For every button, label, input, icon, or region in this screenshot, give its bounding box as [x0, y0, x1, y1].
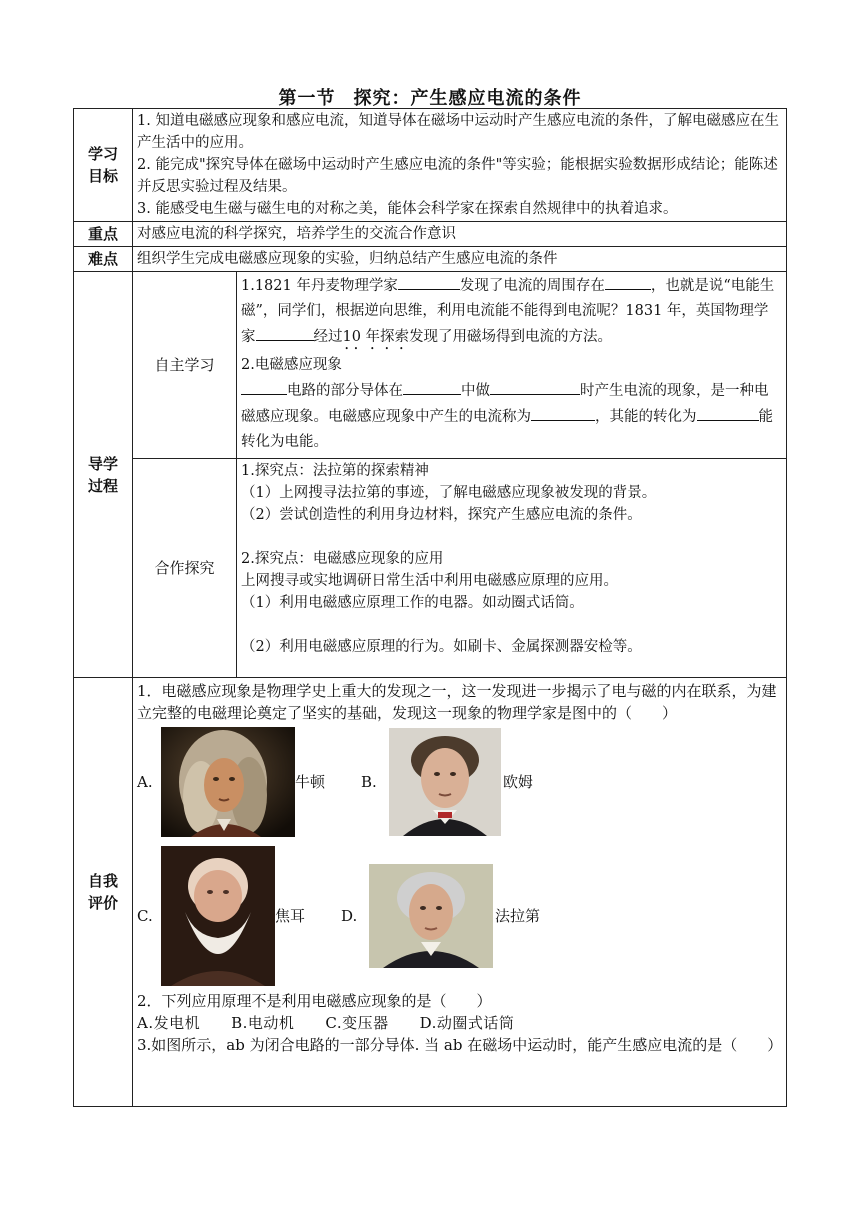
difficulty-content: 组织学生完成电磁感应现象的实验，归纳总结产生感应电流的条件 — [133, 247, 787, 272]
self-eval-label: 自我评价 — [74, 678, 133, 1107]
option-name-b: 欧姆 — [503, 773, 534, 791]
cooperative-content — [237, 459, 787, 678]
explore-item: （2）尝试创造性的利用身边材料，探究产生感应电流的条件。 — [241, 507, 642, 523]
explore-item: （1）利用电磁感应原理工作的电器。如动圈式话筒。 — [241, 595, 584, 611]
option-name-a: 牛顿 — [295, 773, 326, 791]
objective-item: 2. 能完成"探究导体在磁场中运动时产生感应电流的条件"等实验；能根据实验数据形成结论；能陈述并反思实验过程及结果。 — [137, 157, 778, 195]
question-1: 1．电磁感应现象是物理学史上重大的发现之一，这一发现进一步揭示了电与磁的内在联系，为建立完整的电磁理论奠定了坚实的基础，发现这一现象的物理学家是图中的（ ） — [137, 682, 777, 722]
guide-label: 导学过程 — [74, 272, 133, 678]
answer-blank[interactable] — [697, 404, 759, 421]
option-letter-d: D. — [341, 907, 358, 925]
self-eval-content — [133, 678, 787, 1107]
explore-point-2: 2.探究点：电磁感应现象的应用 — [241, 551, 444, 567]
explore-item: （1）上网搜寻法拉第的事迹，了解电磁感应现象被发现的背景。 — [241, 485, 657, 501]
cooperative-row — [74, 459, 787, 678]
section-number: 第一节 — [278, 88, 336, 109]
answer-blank[interactable] — [605, 273, 651, 290]
answer-blank[interactable] — [241, 378, 287, 395]
difficulty-row — [74, 247, 787, 272]
objectives-label: 学习目标 — [74, 109, 133, 222]
question-3: 3.如图所示，ab 为闭合电路的一部分导体. 当 ab 在磁场中运动时，能产生感应电流的是（ ） — [137, 1036, 783, 1054]
answer-blank[interactable] — [403, 378, 461, 395]
self-study-label: 自主学习 — [133, 272, 237, 459]
self-study-row — [74, 272, 787, 459]
cooperative-label: 合作探究 — [133, 459, 237, 678]
self-study-q1: 1.1821 年丹麦物理学家 发现了电流的周围存在 ，也就是说“电能生磁”，同学们，根据逆向思维，利用电流能不能得到电流呢？1831 年，英国物理学家 经过10 年探索发现了用磁场得到电流的方法。 — [241, 273, 782, 353]
explore-point-1: 1.探究点：法拉第的探索精神 — [241, 463, 429, 479]
option-letter-c: C. — [137, 907, 153, 925]
ohm-portrait — [389, 728, 501, 836]
difficulty-label: 难点 — [74, 247, 133, 272]
explore-desc: 上网搜寻或实地调研日常生活中利用电磁感应原理的应用。 — [241, 573, 618, 589]
self-study-q2-title: 2.电磁感应现象 — [241, 357, 342, 373]
objectives-row — [74, 109, 787, 222]
answer-blank[interactable] — [531, 404, 595, 421]
objectives-content — [133, 109, 787, 222]
section-title: 探究：产生感应电流的条件 — [353, 88, 582, 109]
option-letter-b: B. — [361, 773, 377, 791]
lesson-plan-table — [73, 108, 787, 1107]
key-point-label: 重点 — [74, 222, 133, 247]
self-study-content — [237, 272, 787, 459]
key-point-content: 对感应电流的科学探究，培养学生的交流合作意识 — [133, 222, 787, 247]
objective-item: 1. 知道电磁感应现象和感应电流，知道导体在磁场中运动时产生感应电流的条件，了解电磁感应在生产生活中的应用。 — [137, 113, 779, 151]
answer-blank[interactable] — [398, 273, 460, 290]
self-eval-row — [74, 678, 787, 1107]
self-study-q2: 电路的部分导体在 中做 时产生电流的现象，是一种电磁感应现象。电磁感应现象中产生的电流称为 ，其能的转化为 能转化为电能。 — [241, 378, 782, 455]
key-point-row — [74, 222, 787, 247]
option-name-d: 法拉第 — [495, 907, 541, 925]
option-letter-a: A. — [137, 773, 153, 791]
option-name-c: 焦耳 — [275, 907, 306, 925]
page-title — [0, 84, 860, 110]
emphasis-text: 10 年探索 — [342, 329, 410, 345]
faraday-portrait — [369, 864, 493, 968]
options-row-cd — [137, 844, 782, 988]
joule-portrait — [161, 846, 275, 986]
objective-item: 3. 能感受电生磁与磁生电的对称之美，能体会科学家在探索自然规律中的执着追求。 — [137, 201, 678, 217]
question-2-options: A.发电机 B.电动机 C.变压器 D.动圈式话筒 — [137, 1014, 515, 1032]
options-row-ab — [137, 726, 782, 838]
question-2: 2．下列应用原理不是利用电磁感应现象的是（ ） — [137, 992, 492, 1010]
explore-item: （2）利用电磁感应原理的行为。如刷卡、金属探测器安检等。 — [241, 639, 642, 655]
answer-blank[interactable] — [256, 324, 314, 341]
answer-blank[interactable] — [490, 378, 580, 395]
newton-portrait — [161, 727, 295, 837]
